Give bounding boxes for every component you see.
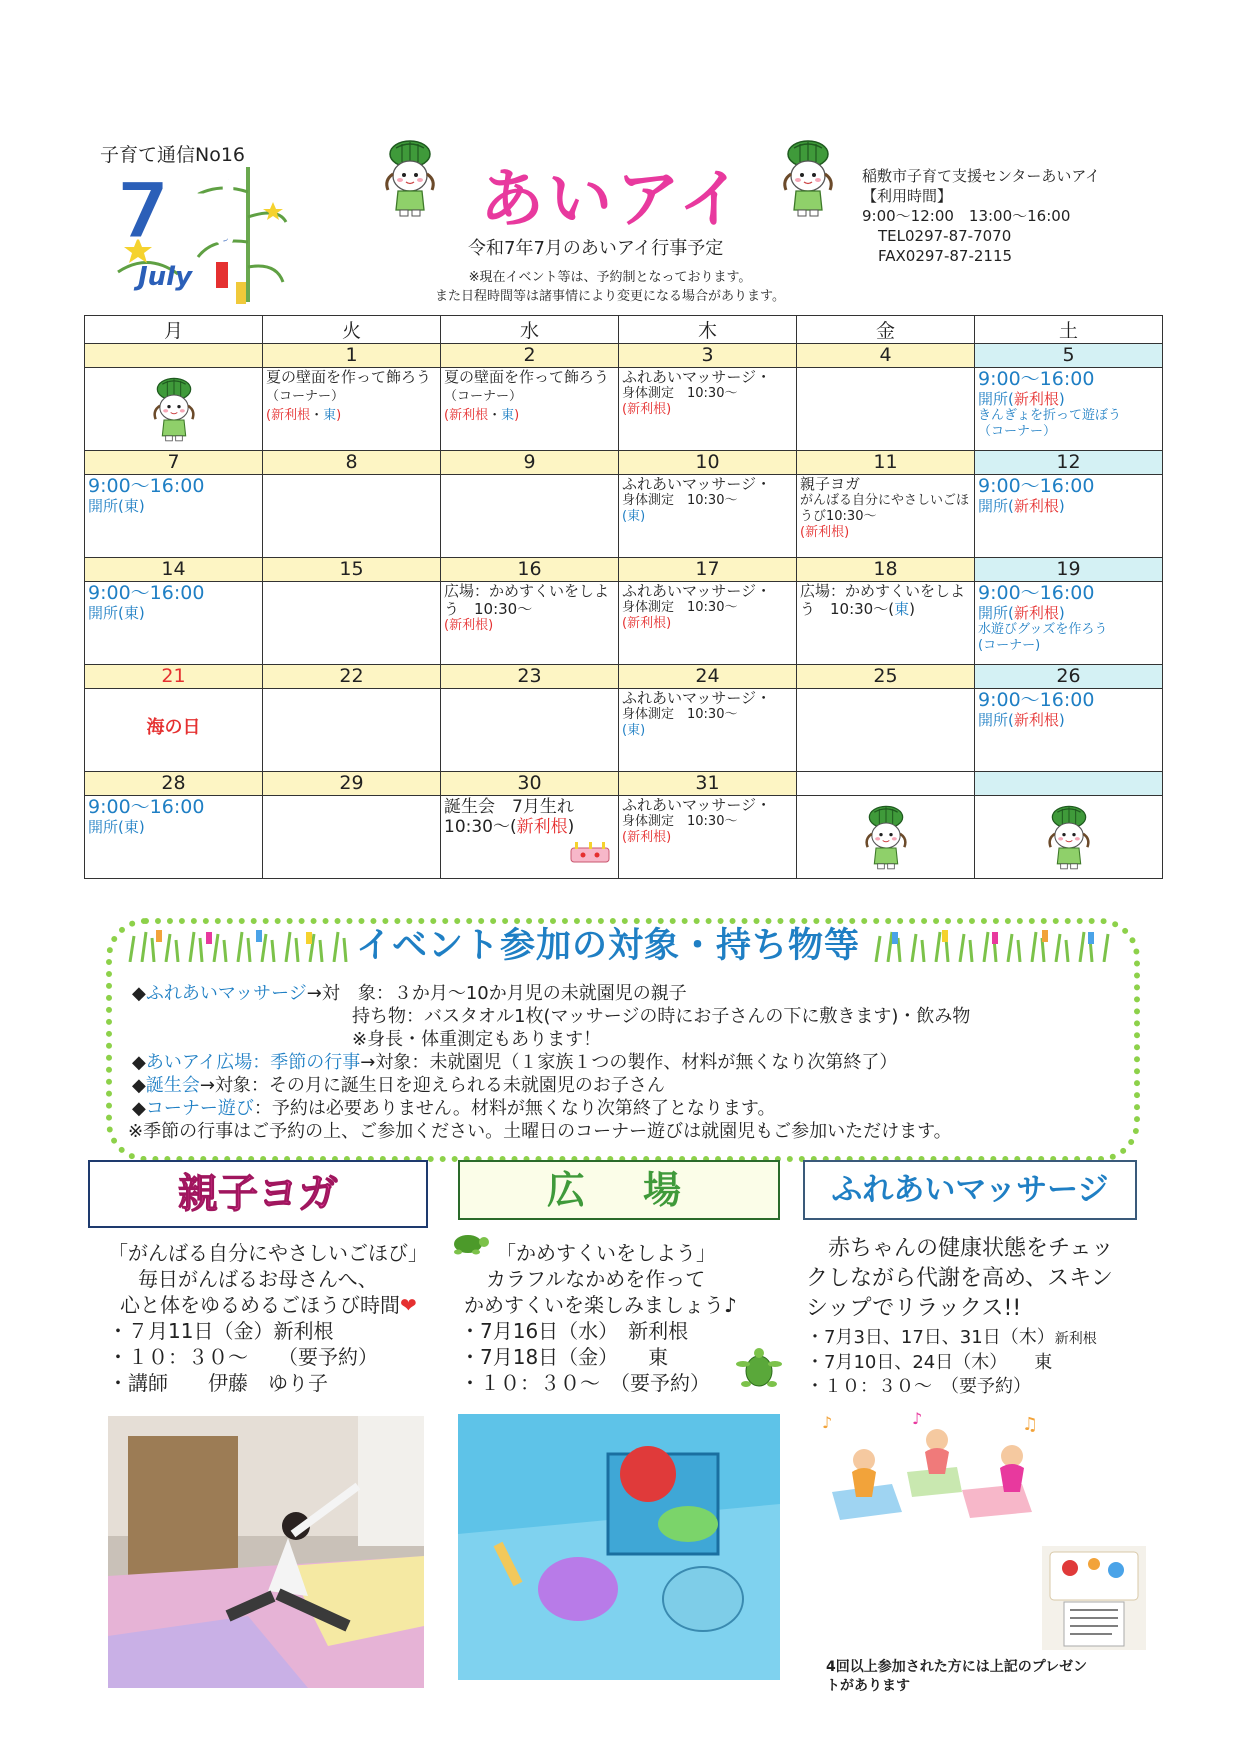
event-text: ふれあいマッサージ・ [622,475,772,493]
event-text: 誕生会 7月生れ [444,797,574,817]
info-detail: →対象：その月に誕生日を迎えられる未就園児のお子さん [199,1075,665,1096]
date-number: 24 [619,665,797,689]
day-cell [797,475,975,558]
mascot-icon [856,804,916,872]
event-text: 広場：かめすくいをしよう 10:30～ [444,582,610,618]
yoga-date: ・７月11日（金）新利根 [108,1319,334,1343]
event-text: 身体測定 10:30～ [622,600,738,615]
fureai-dates [806,1326,1146,1351]
grass-decoration-icon [872,928,1112,962]
date-number: 2 [441,344,619,368]
fureai-text: クしながら代謝を高め、スキン [806,1266,1113,1291]
date-number: 5 [975,344,1163,368]
event-text: 身体測定 10:30～ [622,386,738,401]
location-shintone: 新利根 [1054,1331,1097,1347]
day-cell [441,368,619,451]
date-number: 26 [975,665,1163,689]
notice-line: ※現在イベント等は、予約制となっております。 [468,270,752,285]
weekday-label: 火 [263,316,441,344]
yoga-instructor: ・講師 伊藤 ゆり子 [108,1371,328,1395]
location-higashi: 東 [323,408,337,423]
fureai-text: 赤ちゃんの健康状態をチェッ [828,1236,1114,1261]
open-location [978,390,1159,408]
date-number: 25 [797,665,975,689]
separator: ・ [488,408,502,423]
open-hours: 9:00～16:00 [978,475,1095,497]
info-line [132,1051,1122,1074]
day-cell [441,475,619,558]
day-cell [975,582,1163,665]
date-row [85,344,1163,368]
present-photo [1042,1546,1146,1650]
day-cell [975,689,1163,772]
svg-text:♪: ♪ [822,1413,833,1432]
bullet: ◆ [132,983,146,1004]
day-cell [619,368,797,451]
location: (新利根) [622,616,672,631]
info-line [132,1074,1122,1097]
event-row [85,796,1163,879]
date-number: 8 [263,451,441,475]
yoga-text [108,1292,438,1318]
hiroba-time: ・１０：３０～ （要予約） [460,1371,710,1395]
date-number: 31 [619,772,797,796]
date-number: 17 [619,558,797,582]
center-info [862,166,1100,266]
open-location: 開所(東) [88,818,145,836]
bullet: ◆ [132,1052,146,1073]
hiroba-text: かめすくいを楽しみましょう♪ [464,1293,737,1317]
day-cell [85,368,263,451]
location: (新利根・東) [266,408,342,423]
turtle-craft-photo [458,1414,780,1680]
present-text: 4回以上参加された方には上記のプレゼン [826,1659,1088,1675]
date-number: 11 [797,451,975,475]
yoga-time: ・１０：３０～ （要予約） [108,1345,378,1369]
event-note: （コーナー） [444,389,523,404]
day-cell [85,689,263,772]
open-location: 開所(東) [88,604,145,622]
date-number [85,344,263,368]
paren: ) [1058,497,1065,515]
present-image [1042,1546,1146,1650]
location: (新利根・東) [444,408,520,423]
corner-note: (コーナー) [978,638,1041,653]
day-cell [263,582,441,665]
day-cell [797,689,975,772]
info-line [132,1097,1122,1120]
corner-event: 水遊びグッズを作ろう [978,622,1108,637]
open-location [978,711,1159,729]
mascot-icon [144,376,204,444]
fureai-heading-box [803,1160,1137,1220]
location-shintone: 新利根 [1013,711,1059,729]
fureai-text: シップでリラックス!! [806,1296,1022,1321]
turtle-craft-image [458,1414,780,1680]
yoga-title: 親子ヨガ [178,1171,338,1217]
info-line: ※身長・体重測定もあります！ [352,1029,602,1050]
location-shintone: 新利根 [1013,497,1059,515]
event-text: 夏の壁面を作って飾ろう [266,368,432,386]
location: (新利根) [622,830,672,845]
bullet: ◆ [132,1098,146,1119]
month-english: July [138,262,193,292]
date-row [85,772,1163,796]
weekday-label: 水 [441,316,619,344]
date-number: 16 [441,558,619,582]
open-label: 開所( [978,390,1014,408]
event-text: ふれあいマッサージ・ [622,796,772,814]
event-time [444,818,615,836]
open-location [978,497,1159,515]
day-cell [441,582,619,665]
hiroba-date: ・7月16日（水） 新利根 [460,1319,689,1343]
date-number: 23 [441,665,619,689]
hiroba-subtitle: 「かめすくいをしよう」 [496,1241,716,1265]
open-hours: 9:00～16:00 [88,796,205,818]
mascot-icon [772,140,844,218]
day-cell [619,796,797,879]
location-shintone: 新利根 [1013,604,1059,622]
event-text: がんばる自分にやさしいごほうび10:30～ [800,493,970,524]
info-detail: ：予約は必要ありません。材料が無くなり次第終了となります。 [253,1098,776,1119]
location-shintone: 新利根 [516,817,568,837]
location-higashi: 東 [894,600,910,618]
svg-text:♫: ♫ [1022,1414,1039,1435]
hiroba-heading-box [458,1160,780,1220]
weekday-label: 木 [619,316,797,344]
info-event-name: コーナー遊び [145,1098,254,1119]
event-text: 広場：かめすくいをしよう 10:30～( [800,582,966,618]
info-detail: →対 象：３か月～10か月児の未就園児の親子 [306,983,687,1004]
date-number: 18 [797,558,975,582]
hiroba-date: ・7月18日（金） 東 [460,1345,669,1369]
day-cell [263,796,441,879]
notice-line: また日程時間等は諸事情により変更になる場合があります。 [435,289,785,304]
hiroba-title: 広 場 [546,1168,691,1212]
info-line: 持ち物：バスタオル1枚(マッサージの時にお子さんの下に敷きます)・飲み物 [352,1006,971,1027]
open-label: 開所( [978,711,1014,729]
info-event-name: あいアイ広場：季節の行事 [145,1052,361,1073]
present-text: トがあります [826,1678,910,1694]
day-cell [263,689,441,772]
location: (新利根) [444,618,494,633]
date-row [85,451,1163,475]
july-logo [98,162,288,312]
day-cell [797,796,975,879]
event-row [85,689,1163,772]
location-higashi: 東 [501,408,515,423]
date-number: 19 [975,558,1163,582]
present-note [826,1658,1156,1696]
fureai-details [806,1326,1146,1399]
schedule-subtitle: 令和7年7月のあいアイ行事予定 [468,238,724,259]
info-line [132,982,1122,1005]
telephone: TEL0297-87-7070 [878,227,1012,245]
location-shintone: 新利根 [1013,390,1059,408]
birthday-cake-icon [565,838,615,864]
open-hours: 9:00～16:00 [88,582,205,604]
date-number [975,772,1163,796]
event-text: 夏の壁面を作って飾ろう [444,368,610,386]
open-label: 開所( [978,604,1014,622]
open-hours: 9:00～16:00 [978,368,1095,390]
location: (東) [622,723,646,738]
day-cell [85,796,263,879]
paren: ) [909,600,915,618]
open-label: 開所( [978,497,1014,515]
separator: ・ [310,408,324,423]
date-number: 21 [85,665,263,689]
page-title: あいアイ [480,163,747,237]
location: (新利根) [800,525,850,540]
event-info-title: イベント参加の対象・持ち物等 [356,926,861,966]
heart-icon: ❤ [400,1293,417,1317]
weekday-label: 金 [797,316,975,344]
yoga-photo [108,1416,424,1688]
mascot-icon [374,140,446,218]
open-location [978,604,1159,622]
event-text: 身体測定 10:30～ [622,707,738,722]
location: (新利根) [622,402,672,417]
fureai-dates: ・7月10日、24日（木） 東 [806,1352,1053,1373]
time: 10:30～( [444,817,517,837]
hours-label: 【利用時間】 [862,187,953,205]
info-event-name: 誕生会 [145,1075,200,1096]
reservation-notice [400,268,820,306]
location-shintone: 新利根 [449,408,489,423]
corner-event: きんぎょを折って遊ぼう [978,408,1122,423]
mascot-icon [1039,804,1099,872]
date-number: 12 [975,451,1163,475]
date-number: 30 [441,772,619,796]
info-line: ※季節の行事はご予約の上、ご参加ください。土曜日のコーナー遊びは就園児もご参加いただけます。 [128,1121,952,1142]
bullet: ◆ [132,1075,146,1096]
event-text: 身体測定 10:30～ [622,814,738,829]
event-text: ふれあいマッサージ・ [622,368,772,386]
paren: ) [1058,604,1065,622]
date-number: 9 [441,451,619,475]
paren: ) [1058,390,1065,408]
fureai-title: ふれあいマッサージ [831,1172,1109,1208]
event-info-lines [128,982,1122,1143]
day-cell [975,368,1163,451]
date-number: 28 [85,772,263,796]
date-number: 22 [263,665,441,689]
date-number: 10 [619,451,797,475]
grass-decoration-icon [126,928,352,962]
hours-value: 9:00～12:00 13:00～16:00 [862,207,1071,225]
yoga-heading-box [88,1160,428,1228]
date-number: 15 [263,558,441,582]
yoga-text-line: 心と体をゆるめるごほうび時間 [120,1293,400,1317]
month-number: 7月 [116,167,249,257]
open-location: 開所(東) [88,497,145,515]
event-text: ふれあいマッサージ・ [622,689,772,707]
calendar-table [84,315,1163,879]
day-cell [619,689,797,772]
date-row [85,665,1163,689]
date-number: 14 [85,558,263,582]
svg-text:♪: ♪ [912,1412,923,1428]
location-shintone: 新利根 [271,408,311,423]
event-note: （コーナー） [266,389,345,404]
newsletter-number: 子育て通信No16 [100,144,246,166]
event-row [85,582,1163,665]
day-cell [797,368,975,451]
event-text: 親子ヨガ [800,475,861,493]
day-cell [975,796,1163,879]
fureai-dates-text: ・7月3日、17日、31日（木） [806,1327,1055,1348]
date-number [797,772,975,796]
day-cell [263,475,441,558]
day-cell [85,582,263,665]
yoga-subtitle: 「がんばる自分にやさしいごほび」 [108,1241,428,1265]
yoga-photo-image [108,1416,424,1688]
day-cell [975,475,1163,558]
day-cell [441,796,619,879]
fureai-time: ・１０：３０～ （要予約） [806,1376,1031,1397]
fureai-description [806,1234,1146,1324]
massage-illustration-icon [812,1412,1052,1532]
date-number: 29 [263,772,441,796]
date-number: 3 [619,344,797,368]
yoga-text: 毎日がんばるお母さんへ、 [138,1267,378,1291]
event-row [85,368,1163,451]
weekday-label: 土 [975,316,1163,344]
event-text: 身体測定 10:30～ [622,493,738,508]
open-hours: 9:00～16:00 [978,582,1095,604]
day-cell [441,689,619,772]
sea-turtle-icon [734,1344,784,1394]
day-cell [797,582,975,665]
day-cell [263,368,441,451]
paren: ) [1058,711,1065,729]
day-cell [619,475,797,558]
center-name: 稲敷市子育て支援センターあいアイ [862,167,1101,185]
event-row [85,475,1163,558]
info-detail: →対象：未就園児（１家族１つの製作、材料が無くなり次第終了） [360,1052,898,1073]
date-number: 1 [263,344,441,368]
weekday-label: 月 [85,316,263,344]
info-event-name: ふれあいマッサージ [145,983,307,1004]
day-cell [619,582,797,665]
fax: FAX0297-87-2115 [878,247,1013,265]
open-hours: 9:00～16:00 [978,689,1095,711]
date-number: 7 [85,451,263,475]
location: (東) [622,509,646,524]
day-cell [85,475,263,558]
date-number: 4 [797,344,975,368]
event-text: ふれあいマッサージ・ [622,582,772,600]
weekday-header-row [85,316,1163,344]
open-hours: 9:00～16:00 [88,475,205,497]
hiroba-text: カラフルなかめを作って [486,1267,706,1291]
date-row [85,558,1163,582]
paren: ) [567,817,575,837]
corner-note: （コーナー） [978,424,1057,439]
yoga-details [108,1240,438,1396]
holiday-label: 海の日 [146,717,201,738]
